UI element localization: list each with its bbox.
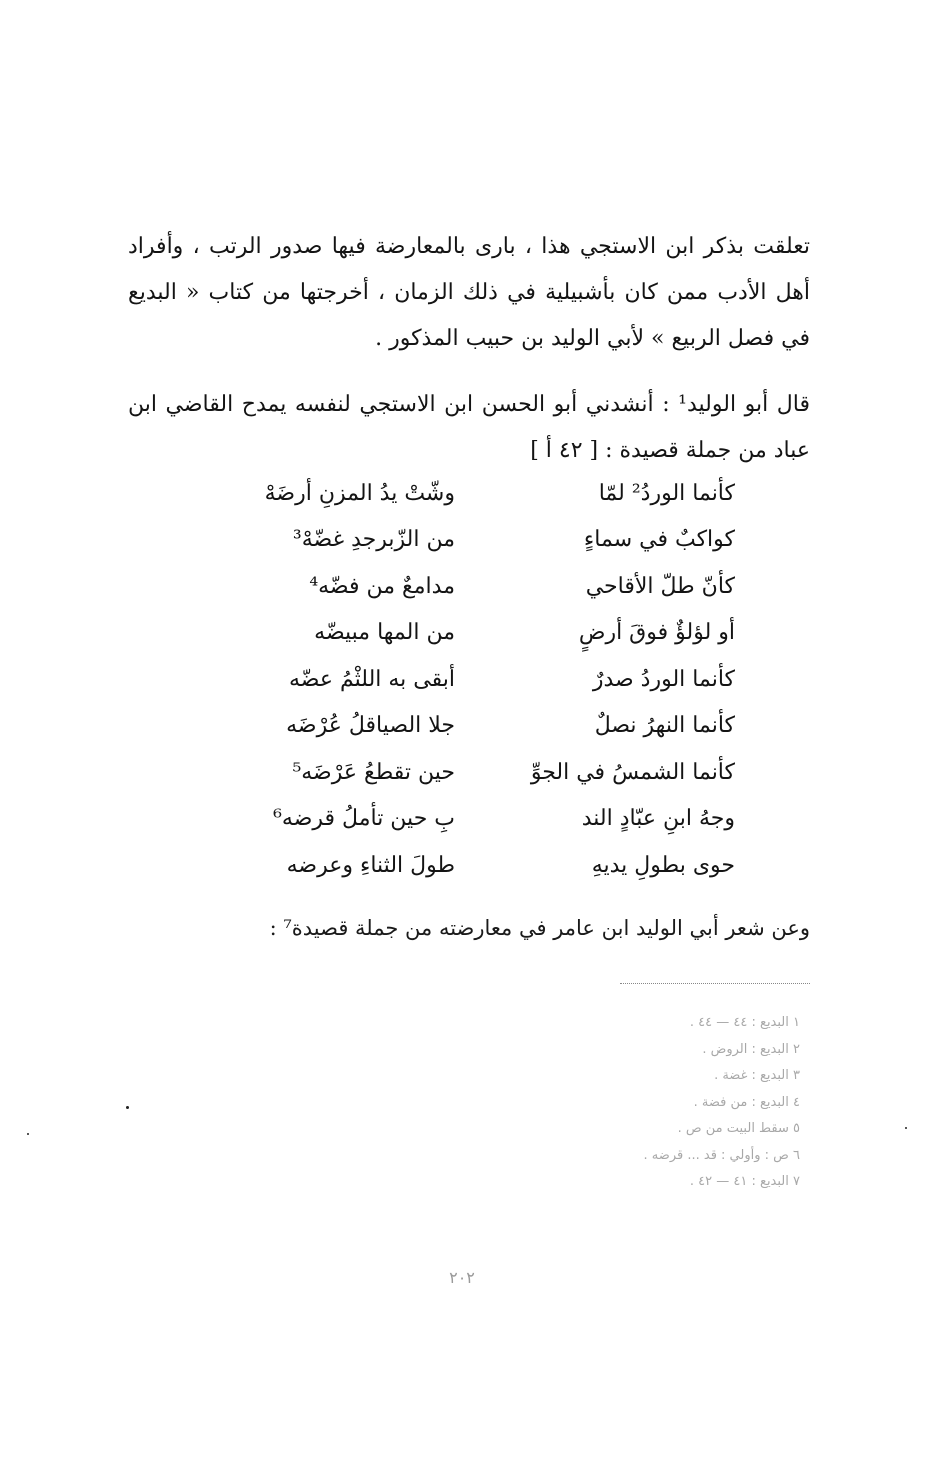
- poem: [205, 470, 735, 889]
- intro-paragraph: تعلقت بذكر ابن الاستجي هذا ، بارى بالمعارضة فيها صدور الرتب ، وأفراد أهل الأدب ممن كان بأشبيلية في ذلك الزمان ، أخرجتها من كتاب « البديع في فصل الربيع » لأبي الوليد بن حبيب المذكور .: [128, 234, 810, 351]
- verse-3: [205, 563, 735, 610]
- verse-5-first-hemistich: كأنما الوردُ صدرٌ: [592, 666, 735, 692]
- attribution-paragraph: قال أبو الوليد¹ : أنشدني أبو الحسن ابن الاستجي لنفسه يمدح القاضي ابن عباد من جملة قصيدة : [ ٤٢ أ ]: [128, 392, 810, 463]
- footnote-5: ٥ سقط البيت من ص .: [677, 1121, 800, 1136]
- verse-2-first-hemistich: كواكبٌ في سماءٍ: [583, 527, 735, 553]
- footnotes: [540, 1010, 800, 1196]
- verse-1-second-hemistich: وشّتْ يدُ المزنِ أرضَهْ: [264, 480, 455, 506]
- verse-7-second-hemistich: حين تقطعُ عَرْضَه⁵: [292, 759, 455, 785]
- verse-5-second-hemistich: أبقى به اللثْمُ عضّه: [289, 666, 455, 692]
- verse-3-first-hemistich: كأنّ طلّ الأقاحي: [585, 573, 735, 599]
- verse-1-first-hemistich: كأنما الوردُ² لمّا: [598, 480, 735, 506]
- scan-speck: [126, 1106, 129, 1109]
- footnote-separator: [620, 983, 810, 984]
- verse-4-second-hemistich: من المها مبيضّه: [314, 620, 455, 646]
- footnote-6: ٦ ص : وأولي : قد ... قرضه .: [643, 1147, 800, 1163]
- footnote-2: ٢ البديع : الروض .: [702, 1041, 800, 1057]
- outro-line: وعن شعر أبي الوليد ابن عامر في معارضته من جملة قصيدة⁷ :: [269, 916, 810, 940]
- footnote-4: ٤ البديع : من فضة .: [693, 1094, 800, 1110]
- verse-7-first-hemistich: كأنما الشمسُ في الجوِّ: [530, 759, 735, 785]
- verse-6-second-hemistich: جلا الصياقلُ عُرْضَه: [286, 713, 455, 739]
- verse-8: [205, 796, 735, 843]
- verse-3-second-hemistich: مدامعٌ من فضّه⁴: [309, 573, 455, 599]
- verse-6-first-hemistich: كأنما النهرُ نصلٌ: [594, 713, 735, 739]
- verse-9: [205, 842, 735, 889]
- verse-8-second-hemistich: بِ حين تأملُ قرضه⁶: [273, 806, 455, 832]
- verse-9-first-hemistich: حوى بطولِ يديهِ: [591, 852, 735, 878]
- verse-4-first-hemistich: أو لؤلؤٌ فوقَ أرضٍ: [578, 620, 735, 646]
- scan-speck: [905, 1127, 907, 1129]
- scan-speck: [27, 1133, 29, 1135]
- verse-9-second-hemistich: طولَ الثناءِ وعرضه: [286, 852, 455, 878]
- verse-5: [205, 656, 735, 703]
- footnote-7: ٧ البديع : ٤١ — ٤٢ .: [689, 1174, 800, 1189]
- verse-6: [205, 703, 735, 750]
- footnote-1: ١ البديع : ٤٤ — ٤٤ .: [689, 1015, 800, 1030]
- verse-4: [205, 610, 735, 657]
- verse-8-first-hemistich: وجهُ ابنِ عبّادٍ الند: [581, 806, 735, 832]
- page-number: ٢٠٢: [449, 1268, 475, 1287]
- verse-1: [205, 470, 735, 517]
- verse-2: [205, 517, 735, 564]
- footnote-3: ٣ البديع : غضة .: [714, 1068, 800, 1083]
- verse-2-second-hemistich: من الزّبرجدِ غضّهْ³: [292, 527, 455, 553]
- verse-7: [205, 749, 735, 796]
